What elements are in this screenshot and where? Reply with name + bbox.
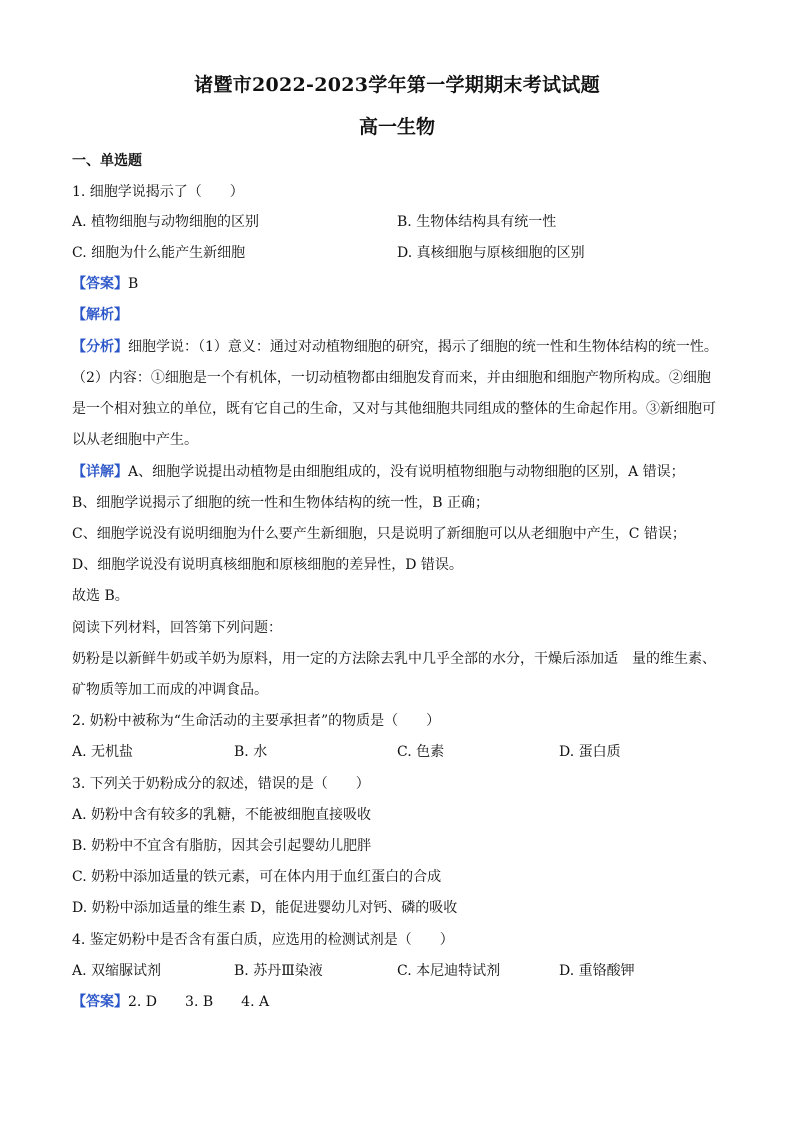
q1-option-d: D. 真核细胞与原核细胞的区别 <box>397 245 585 261</box>
q3-option-a: A. 奶粉中含有较多的乳糖，不能被细胞直接吸收 <box>72 807 372 823</box>
q2-option-d: D. 蛋白质 <box>559 744 621 760</box>
q4-stem: 4. 鉴定奶粉中是否含有蛋白质，应选用的检测试剂是（ ） <box>72 932 454 948</box>
answers-2-4 <box>72 992 722 1012</box>
q1-option-c: C. 细胞为什么能产生新细胞 <box>72 245 246 261</box>
q2-option-c: C. 色素 <box>397 744 445 760</box>
q1-conclusion: 故选 B。 <box>72 588 129 604</box>
fenxi-line-4: 以从老细胞中产生。 <box>72 432 198 448</box>
q3-option-c: C. 奶粉中添加适量的铁元素，可在体内用于血红蛋白的合成 <box>72 869 442 885</box>
answers-tag: 【答案】 <box>72 994 128 1010</box>
q3-stem: 3. 下列关于奶粉成分的叙述，错误的是（ ） <box>72 776 370 792</box>
reading-line-2: 矿物质等加工而成的冲调食品。 <box>72 682 268 698</box>
q3-option-b: B. 奶粉中不宜含有脂肪，因其会引起婴幼儿肥胖 <box>72 838 372 854</box>
q1-option-a: A. 植物细胞与动物细胞的区别 <box>72 214 260 230</box>
xiangjie-tag: 【详解】 <box>72 464 128 480</box>
answer-tag: 【答案】 <box>72 276 128 292</box>
analysis-tag: 【解析】 <box>72 307 128 323</box>
answer-value: B <box>128 276 139 292</box>
fenxi-line-2: （2）内容：①细胞是一个有机体，一切动植物都由细胞发育而来，并由细胞和细胞产物所构成。②细胞 <box>72 370 711 386</box>
fenxi-line-1 <box>72 337 722 357</box>
q1-option-b: B. 生物体结构具有统一性 <box>397 214 557 230</box>
xiangjie-line-3: C、细胞学说没有说明细胞为什么要产生新细胞，只是说明了新细胞可以从老细胞中产生，C 错误； <box>72 526 686 542</box>
xiangjie-line-4: D、细胞学说没有说明真核细胞和原核细胞的差异性，D 错误。 <box>72 557 463 573</box>
analysis-heading <box>72 305 722 325</box>
section-heading: 一、单选题 <box>72 153 142 169</box>
exam-subject: 高一生物 <box>358 116 435 138</box>
answer-q3: 3. B <box>185 994 214 1010</box>
q3-option-d: D. 奶粉中添加适量的维生素 D，能促进婴幼儿对钙、磷的吸收 <box>72 900 458 916</box>
q4-option-b: B. 苏丹Ⅲ染液 <box>234 963 323 979</box>
answer-q4: 4. A <box>241 994 270 1010</box>
q4-option-a: A. 双缩脲试剂 <box>72 963 162 979</box>
answer-q2: 2. D <box>128 994 158 1010</box>
q2-option-b: B. 水 <box>234 744 268 760</box>
xiangjie-line-2: B、细胞学说揭示了细胞的统一性和生物体结构的统一性，B 正确； <box>72 495 490 511</box>
q1-stem: 1. 细胞学说揭示了（ ） <box>72 184 244 200</box>
q2-stem: 2. 奶粉中被称为“生命活动的主要承担者”的物质是（ ） <box>72 713 441 729</box>
fenxi-tag: 【分析】 <box>72 339 128 355</box>
reading-intro: 阅读下列材料，回答第下列问题： <box>72 620 282 636</box>
fenxi-line-3: 是一个相对独立的单位，既有它自己的生命，又对与其他细胞共同组成的整体的生命起作用。③新细胞可 <box>72 401 716 417</box>
q4-option-d: D. 重铬酸钾 <box>559 963 635 979</box>
xiangjie-line-1 <box>72 462 722 482</box>
exam-title: 诸暨市2022-2023学年第一学期期末考试试题 <box>194 74 600 96</box>
q4-option-c: C. 本尼迪特试剂 <box>397 963 501 979</box>
xiangjie-text: A、细胞学说提出动植物是由细胞组成的，没有说明植物细胞与动物细胞的区别，A 错误； <box>128 464 685 480</box>
q1-answer <box>72 274 722 294</box>
fenxi-text: 细胞学说：（1）意义：通过对动植物细胞的研究，揭示了细胞的统一性和生物体结构的统一性。 <box>128 339 718 355</box>
reading-line-1: 奶粉是以新鲜牛奶或羊奶为原料，用一定的方法除去乳中几乎全部的水分，干燥后添加适 量的维生素、 <box>72 651 716 667</box>
q2-option-a: A. 无机盐 <box>72 744 134 760</box>
